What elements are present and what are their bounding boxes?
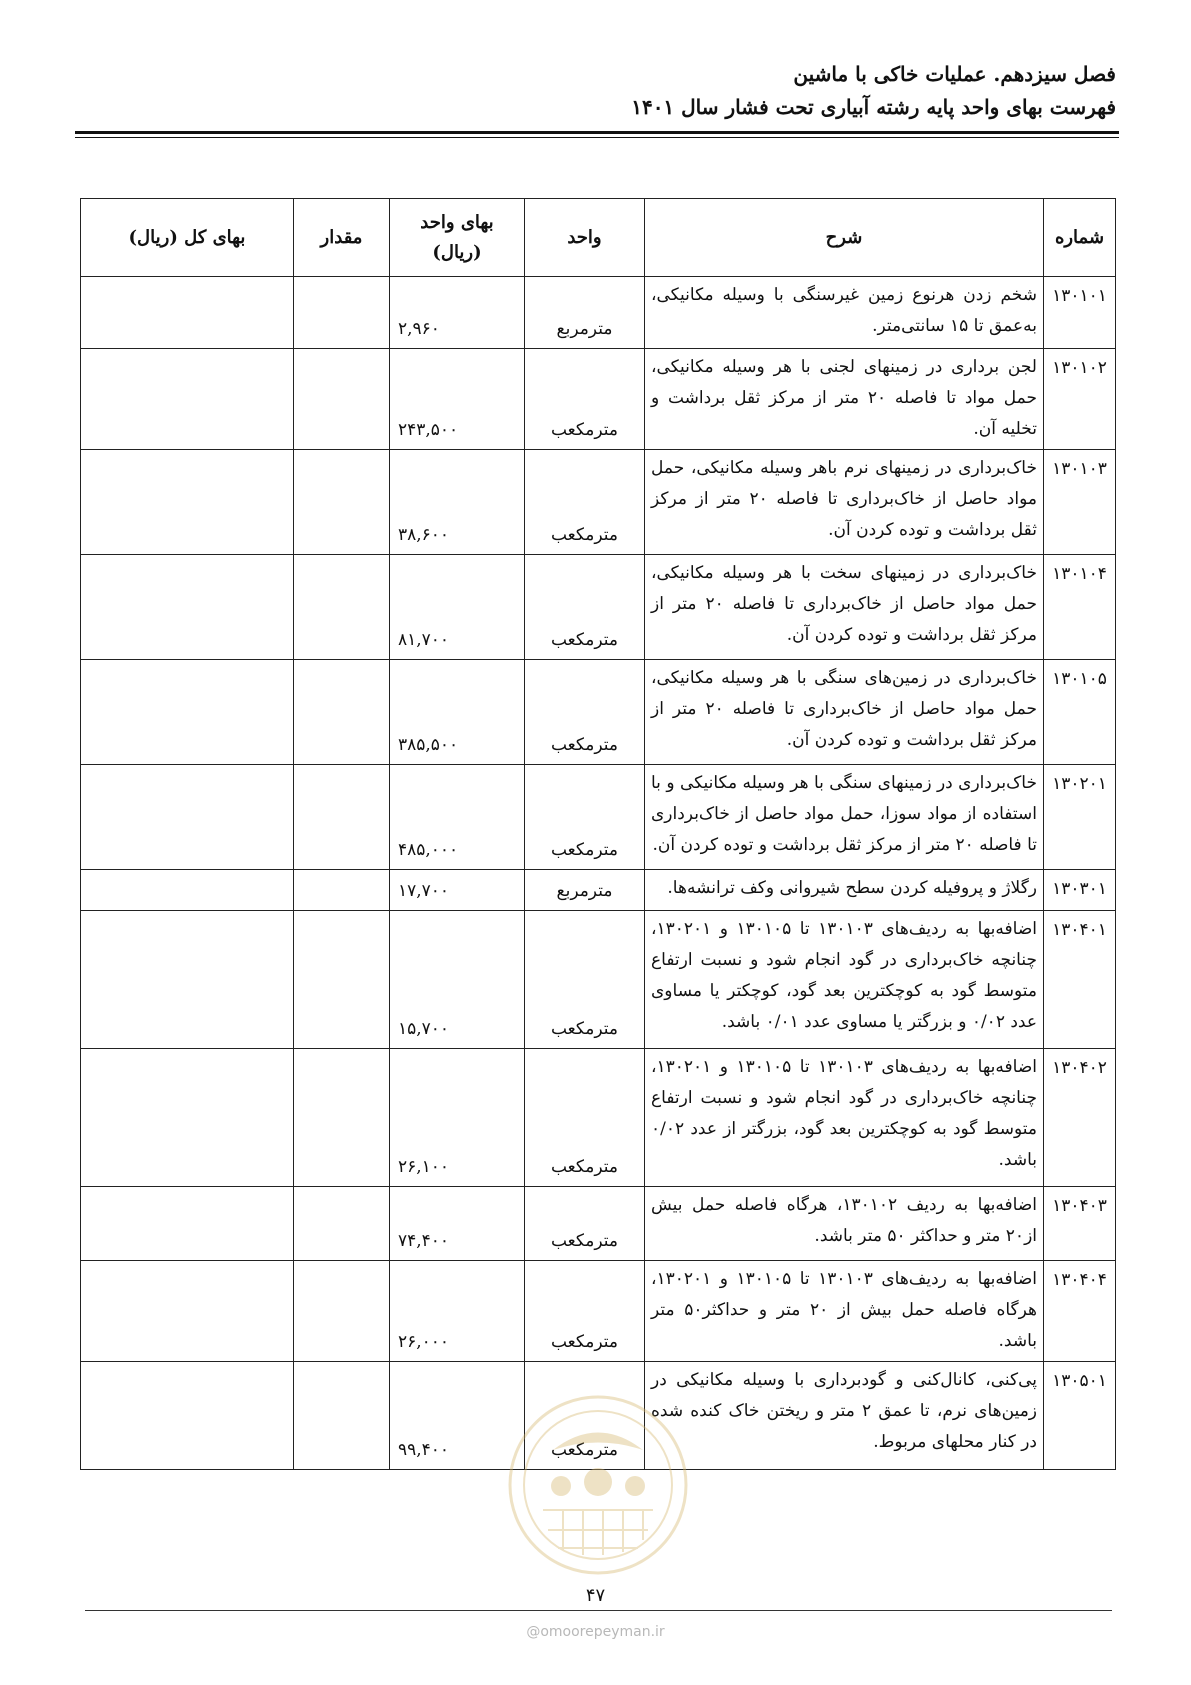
row-code: ۱۳۰۱۰۳ [1044,450,1116,555]
header-description: شرح [645,199,1044,277]
row-unit-price: ۱۷,۷۰۰ [390,870,525,911]
row-code: ۱۳۰۵۰۱ [1044,1362,1116,1470]
row-unit: مترمربع [525,870,645,911]
row-code: ۱۳۰۴۰۴ [1044,1261,1116,1362]
row-unit-price: ۷۴,۴۰۰ [390,1187,525,1261]
row-description: اضافه‌بها به ردیف‌های ۱۳۰۱۰۳ تا ۱۳۰۱۰۵ و ۱۳۰۲۰۱، چنانچه خاک‌برداری در گود انجام شود و نسبت ارتفاع متوسط گود به کوچکترین بعد گود، کوچکتر یا مساوی عدد ۰/۰۲ و بزرگتر یا مساوی عدد ۰/۰۱ باشد. [645,911,1044,1049]
row-total [81,450,294,555]
row-quantity [294,660,390,765]
table-row [81,1362,1116,1470]
row-code: ۱۳۰۴۰۳ [1044,1187,1116,1261]
row-quantity [294,450,390,555]
table-row [81,1261,1116,1362]
header-unit-price-line1: بهای واحد [420,211,494,233]
row-total [81,277,294,349]
row-description: پی‌کنی، کانال‌کنی و گودبرداری با وسیله مکانیکی در زمین‌های نرم، تا عمق ۲ متر و ریختن خاک کنده شده در کنار محلهای مربوط. [645,1362,1044,1470]
header-unit-price-line2: (ریال) [432,241,482,263]
header-unit-price [390,199,525,277]
row-unit: مترمکعب [525,349,645,450]
row-quantity [294,911,390,1049]
row-code: ۱۳۰۱۰۲ [1044,349,1116,450]
row-total [81,1187,294,1261]
row-total [81,765,294,870]
row-unit: مترمکعب [525,911,645,1049]
row-unit-price: ۲۴۳,۵۰۰ [390,349,525,450]
header-rule-thick [75,131,1119,134]
row-unit: مترمکعب [525,1049,645,1187]
row-unit-price: ۳۸,۶۰۰ [390,450,525,555]
table-row [81,450,1116,555]
row-description: شخم زدن هرنوع زمین غیرسنگی با وسیله مکانیکی، به‌عمق تا ۱۵ سانتی‌متر. [645,277,1044,349]
row-code: ۱۳۰۲۰۱ [1044,765,1116,870]
row-unit-price: ۳۸۵,۵۰۰ [390,660,525,765]
row-quantity [294,765,390,870]
row-quantity [294,555,390,660]
row-unit-price: ۱۵,۷۰۰ [390,911,525,1049]
row-code: ۱۳۰۴۰۱ [1044,911,1116,1049]
page-header [76,58,1116,124]
row-description: اضافه‌بها به ردیف ۱۳۰۱۰۲، هرگاه فاصله حمل بیش از۲۰ متر و حداکثر ۵۰ متر باشد. [645,1187,1044,1261]
table-row [81,1049,1116,1187]
table-row [81,660,1116,765]
row-code: ۱۳۰۴۰۲ [1044,1049,1116,1187]
row-total [81,660,294,765]
row-description: اضافه‌بها به ردیف‌های ۱۳۰۱۰۳ تا ۱۳۰۱۰۵ و ۱۳۰۲۰۱، چنانچه خاک‌برداری در گود انجام شود و نسبت ارتفاع متوسط گود به کوچکترین بعد گود، بزرگتر از عدد ۰/۰۲ باشد. [645,1049,1044,1187]
row-description: خاک‌برداری در زمینهای سخت با هر وسیله مکانیکی، حمل مواد حاصل از خاک‌برداری تا فاصله ۲۰ متر از مرکز ثقل برداشت و توده کردن آن. [645,555,1044,660]
row-description: خاک‌برداری در زمینهای نرم باهر وسیله مکانیکی، حمل مواد حاصل از خاک‌برداری تا فاصله ۲۰ متر از مرکز ثقل برداشت و توده کردن آن. [645,450,1044,555]
row-quantity [294,1187,390,1261]
row-total [81,349,294,450]
row-description: خاک‌برداری در زمین‌های سنگی با هر وسیله مکانیکی، حمل مواد حاصل از خاک‌برداری تا فاصله ۲۰ متر از مرکز ثقل برداشت و توده کردن آن. [645,660,1044,765]
table-row [81,277,1116,349]
header-quantity: مقدار [294,199,390,277]
chapter-title: فصل سیزدهم. عملیات خاکی با ماشین [793,62,1116,86]
row-description: رگلاژ و پروفیله کردن سطح شیروانی وکف ترانشه‌ها. [645,870,1044,911]
table-row [81,349,1116,450]
row-description: خاک‌برداری در زمینهای سنگی با هر وسیله مکانیکی و با استفاده از مواد سوزا، حمل مواد حاصل از خاک‌برداری تا فاصله ۲۰ متر از مرکز ثقل برداشت و توده کردن آن. [645,765,1044,870]
row-total [81,1362,294,1470]
row-quantity [294,349,390,450]
table-row [81,765,1116,870]
table-header-row [81,199,1116,277]
row-total [81,555,294,660]
header-rule-thin [75,137,1119,138]
header-code: شماره [1044,199,1116,277]
row-unit: مترمکعب [525,765,645,870]
header-unit: واحد [525,199,645,277]
row-code: ۱۳۰۱۰۱ [1044,277,1116,349]
row-total [81,870,294,911]
row-unit: مترمکعب [525,1362,645,1470]
row-code: ۱۳۰۳۰۱ [1044,870,1116,911]
row-unit-price: ۸۱,۷۰۰ [390,555,525,660]
row-unit-price: ۲,۹۶۰ [390,277,525,349]
table-row [81,911,1116,1049]
header-total-price: بهای کل (ریال) [81,199,294,277]
row-quantity [294,1049,390,1187]
footer-rule [85,1610,1112,1611]
row-unit: مترمکعب [525,450,645,555]
price-table [80,198,1116,1470]
row-unit: مترمربع [525,277,645,349]
row-quantity [294,277,390,349]
price-list-title: فهرست بهای واحد پایه رشته آبیاری تحت فشار سال ۱۴۰۱ [631,95,1116,119]
row-quantity [294,1261,390,1362]
row-unit: مترمکعب [525,660,645,765]
row-unit-price: ۲۶,۰۰۰ [390,1261,525,1362]
table-row [81,1187,1116,1261]
row-unit: مترمکعب [525,1261,645,1362]
table-row [81,870,1116,911]
page-number: ۴۷ [585,1585,606,1606]
row-code: ۱۳۰۱۰۵ [1044,660,1116,765]
row-description: اضافه‌بها به ردیف‌های ۱۳۰۱۰۳ تا ۱۳۰۱۰۵ و ۱۳۰۲۰۱، هرگاه فاصله حمل بیش از ۲۰ متر و حداکثر۵۰ متر باشد. [645,1261,1044,1362]
row-unit-price: ۹۹,۴۰۰ [390,1362,525,1470]
row-total [81,1049,294,1187]
row-unit: مترمکعب [525,1187,645,1261]
row-unit-price: ۴۸۵,۰۰۰ [390,765,525,870]
row-description: لجن برداری در زمینهای لجنی با هر وسیله مکانیکی، حمل مواد تا فاصله ۲۰ متر از مرکز ثقل برداشت و تخلیه آن. [645,349,1044,450]
row-quantity [294,870,390,911]
row-code: ۱۳۰۱۰۴ [1044,555,1116,660]
row-quantity [294,1362,390,1470]
row-total [81,1261,294,1362]
website-watermark: @omoorepeyman.ir [526,1624,665,1640]
row-total [81,911,294,1049]
row-unit-price: ۲۶,۱۰۰ [390,1049,525,1187]
table-row [81,555,1116,660]
row-unit: مترمکعب [525,555,645,660]
